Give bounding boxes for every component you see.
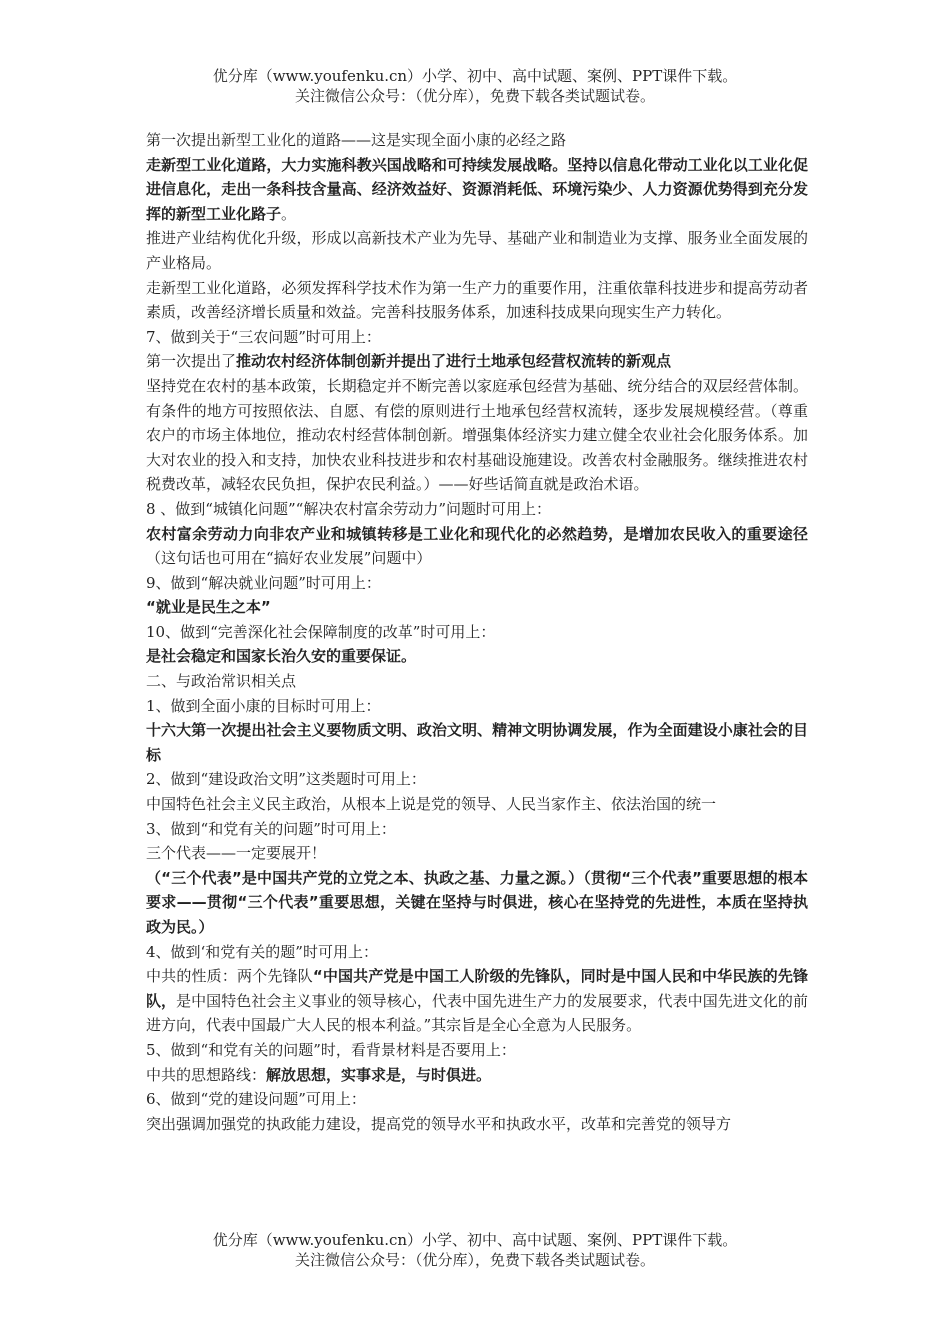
section-heading: 9、做到“解决就业问题”时可用上： (146, 573, 381, 592)
paragraph (146, 1063, 808, 1088)
section-heading: 10、做到“完善深化社会保障制度的改革”时可用上： (146, 622, 496, 641)
footer-line-1: 优分库（www.youfenku.cn）小学、初中、高中试题、案例、PPT课件下载。 (212, 1231, 738, 1249)
section-heading: 7、做到关于“三农问题”时可用上： (146, 327, 381, 346)
page-header (0, 66, 950, 106)
bold-text: 走新型工业化道路，大力实施科教兴国战略和可持续发展战略。坚持以信息化带动工业化以工业化促进信息化，走出一条科技含量高、经济效益好、资源消耗低、环境污染少、人力资源优势得到充分发挥的新型工业化路子 (146, 155, 808, 223)
section-heading: 1、做到全面小康的目标时可用上： (146, 696, 381, 715)
text: （这句话也可用在“搞好农业发展”问题中） (146, 549, 432, 568)
bold-text: 推动农村经济体制创新并提出了进行土地承包经营权流转的新观点 (236, 352, 672, 371)
paragraph (146, 349, 808, 374)
footer-line-2: 关注微信公众号：（优分库），免费下载各类试题试卷。 (294, 1251, 655, 1269)
paragraph: 三个代表——一定要展开！ (146, 844, 327, 863)
paragraph (146, 964, 808, 1038)
text: 。 (281, 204, 297, 223)
paragraph (146, 522, 808, 571)
paragraph (146, 153, 808, 227)
section-heading: 3、做到“和党有关的问题”时可用上： (146, 819, 396, 838)
section-heading: 6、做到“党的建设问题”可用上： (146, 1090, 366, 1109)
text: 第一次提出了 (146, 352, 237, 371)
paragraph (146, 644, 808, 669)
section-heading: 4、做到‘和党有关的题”时可用上： (146, 942, 378, 961)
paragraph (146, 595, 808, 620)
paragraph: 走新型工业化道路，必须发挥科学技术作为第一生产力的重要作用，注重依靠科技进步和提高劳动者素质，改善经济增长质量和效益。完善科技服务体系，加速科技成果向现实生产力转化。 (146, 278, 808, 322)
bold-text: （“三个代表”是中国共产党的立党之本、执政之基、力量之源。）（贯彻“三个代表”重要思想的根本要求——贯彻“三个代表”重要思想，关键在坚持与时俱进，核心在坚持党的先进性，本质在坚持执政为民。） (146, 868, 808, 936)
paragraph (146, 866, 808, 940)
bold-text: 是社会稳定和国家长治久安的重要保证。 (146, 647, 417, 666)
bold-text: “中国共产党是中国工人阶级的先锋队，同时是中国人民和中华民族的先锋队， (146, 967, 808, 1010)
page-footer (0, 1230, 950, 1270)
bold-text: 农村富余劳动力向非农产业和城镇转移是工业化和现代化的必然趋势，是增加农民收入的重要途径 (146, 524, 808, 543)
bold-text: 解放思想，实事求是，与时俱进。 (266, 1065, 492, 1084)
paragraph: 推进产业结构优化升级，形成以高新技术产业为先导、基础产业和制造业为支撑、服务业全面发展的产业格局。 (146, 229, 808, 272)
paragraph: 坚持党在农村的基本政策，长期稳定并不断完善以家庭承包经营为基础、统分结合的双层经营体制。有条件的地方可按照依法、自愿、有偿的原则进行土地承包经营权流转，逐步发展规模经营。（尊重农户的市场主体地位，推动农村经营体制创新。增强集体经济实力建立健全农业社会化服务体系。加大对农业的投入和支持，加快农业科技进步和农村基础设施建设。改善农村金融服务。继续推进农村税费改革，减轻农民负担，保护农民利益。）——好些话简直就是政治术语。 (146, 376, 808, 494)
section-heading: 二、与政治常识相关点 (146, 672, 297, 691)
paragraph: 突出强调加强党的执政能力建设，提高党的领导水平和执政水平，改革和完善党的领导方 (146, 1114, 732, 1133)
bold-text: “就业是民生之本” (146, 598, 271, 617)
section-heading: 8 、做到“城镇化问题”“解决农村富余劳动力”问题时可用上： (146, 499, 551, 518)
section-heading: 5、做到“和党有关的问题”时，看背景材料是否要用上： (146, 1040, 516, 1059)
bold-text: 十六大第一次提出社会主义要物质文明、政治文明、精神文明协调发展，作为全面建设小康社会的目标 (146, 721, 808, 764)
text: 中共的思想路线： (146, 1065, 267, 1084)
text: 是中国特色社会主义事业的领导核心，代表中国先进生产力的发展要求，代表中国先进文化的前进方向，代表中国最广大人民的根本利益。”其宗旨是全心全意为人民服务。 (146, 991, 808, 1035)
paragraph: 第一次提出新型工业化的道路——这是实现全面小康的必经之路 (146, 131, 567, 149)
header-line-1: 优分库（www.youfenku.cn）小学、初中、高中试题、案例、PPT课件下载。 (212, 67, 738, 85)
document-body (146, 128, 808, 1136)
paragraph: 中国特色社会主义民主政治，从根本上说是党的领导、人民当家作主、依法治国的统一 (146, 795, 717, 814)
section-heading: 2、做到“建设政治文明”这类题时可用上： (146, 770, 426, 789)
text: 中共的性质：两个先锋队 (146, 967, 313, 986)
paragraph (146, 718, 808, 767)
header-line-2: 关注微信公众号：（优分库），免费下载各类试题试卷。 (294, 87, 655, 105)
